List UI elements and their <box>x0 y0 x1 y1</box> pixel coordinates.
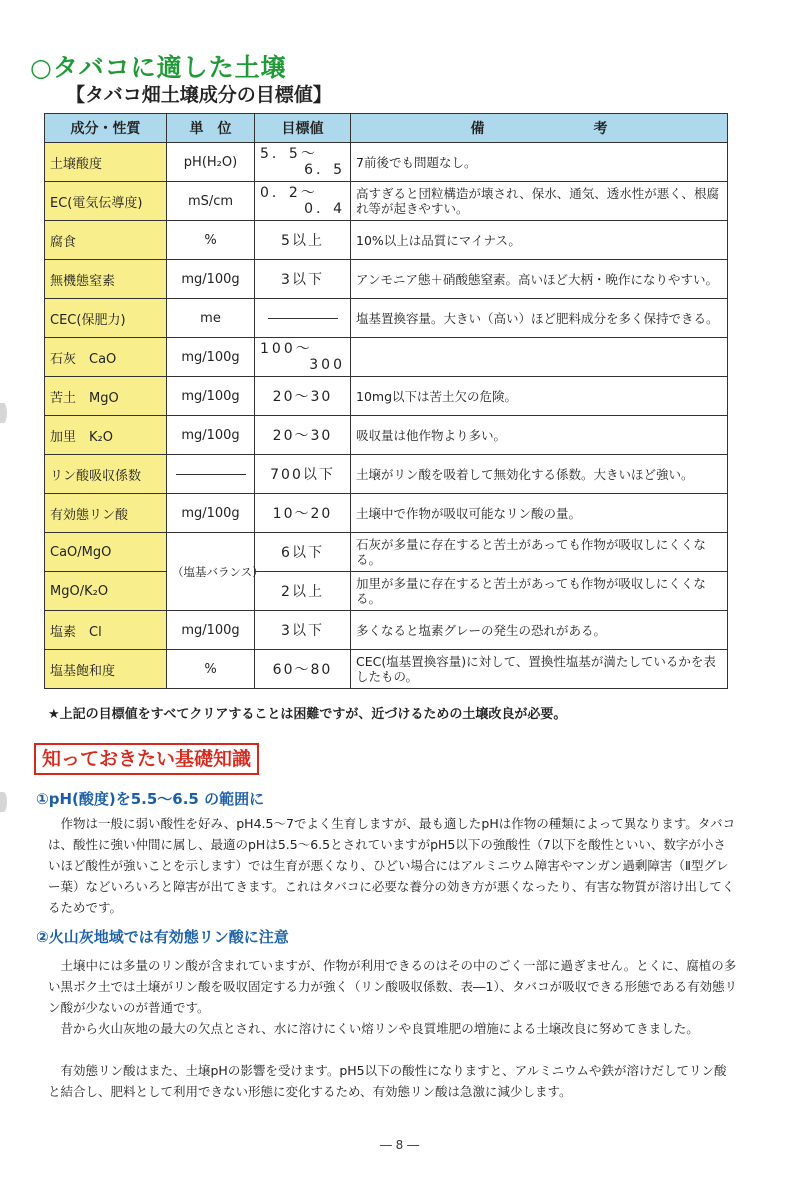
cell-item: リン酸吸収係数 <box>45 455 167 494</box>
cell-target-dash <box>255 299 351 338</box>
cell-note: 7前後でも問題なし。 <box>351 143 728 182</box>
cell-unit: mg/100g <box>167 416 255 455</box>
table-row <box>45 416 728 455</box>
header-item: 成分・性質 <box>45 114 167 143</box>
cell-unit: pH(H₂O) <box>167 143 255 182</box>
table-row <box>45 299 728 338</box>
cell-unit: mg/100g <box>167 494 255 533</box>
header-note-char-2: 考 <box>593 121 608 137</box>
cell-target <box>255 143 351 182</box>
header-note <box>351 114 728 143</box>
dash-line <box>176 474 246 475</box>
binding-hole-mark <box>0 403 7 423</box>
cell-item: 塩素 Cl <box>45 611 167 650</box>
table-row <box>45 143 728 182</box>
cell-item: EC(電気伝導度) <box>45 182 167 221</box>
cell-target-line1: 100～ <box>260 341 313 357</box>
cell-item: 無機態窒素 <box>45 260 167 299</box>
cell-item: 石灰 CaO <box>45 338 167 377</box>
cell-unit: mg/100g <box>167 338 255 377</box>
cell-note: 10%以上は品質にマイナス。 <box>351 221 728 260</box>
cell-target: 5以上 <box>255 221 351 260</box>
header-target: 目標値 <box>255 114 351 143</box>
cell-note: 塩基置換容量。大きい（高い）ほど肥料成分を多く保持できる。 <box>351 299 728 338</box>
table-row <box>45 650 728 689</box>
cell-target: 60～80 <box>255 650 351 689</box>
section1-paragraph: 作物は一般に弱い酸性を好み、pH4.5～7でよく生育しますが、最も適したpHは作物の種類によって異なります。タバコは、酸性に強い仲間に属し、最適のpHは5.5～6.5とされていますがpH5以下の強酸性（7以下を酸性といい、数字が小さいほど酸性が強いことを示します）では生育が悪くなり、ひどい場合にはアルミニウム障害やマンガン過剰障害（Ⅱ型グレー葉）などいろいろと障害が出てきます。これはタバコに必要な養分の効き方が悪くなったり、有害な物質が溶け出してくるためです。 <box>48 816 736 915</box>
cell-target: 2以上 <box>255 572 351 611</box>
cell-unit: mS/cm <box>167 182 255 221</box>
cell-note: 土壌がリン酸を吸着して無効化する係数。大きいほど強い。 <box>351 455 728 494</box>
header-note-char-1: 備 <box>470 121 485 137</box>
cell-target <box>255 338 351 377</box>
table-row <box>45 260 728 299</box>
table-row <box>45 611 728 650</box>
cell-target: 6以下 <box>255 533 351 572</box>
header-unit: 単 位 <box>167 114 255 143</box>
section2-paragraph-2: 昔から火山灰地の最大の欠点とされ、水に溶けにくい熔リンや良質堆肥の増施による土壌改良に努めてきました。 <box>60 1021 699 1036</box>
cell-target-line1: 5．5～ <box>260 146 318 162</box>
table-row <box>45 494 728 533</box>
cell-item: 苦土 MgO <box>45 377 167 416</box>
page-number: ― 8 ― <box>379 1138 420 1152</box>
section2-paragraph-3: 有効態リン酸はまた、土壌pHの影響を受けます。pH5以下の酸性になりますと、アルミニウムや鉄が溶けだしてリン酸と結合し、肥料として利用できない形態に変化するため、有効態リン酸は急激に減少します。 <box>48 1063 727 1099</box>
cell-target-line1: 0．2～ <box>260 185 318 201</box>
cell-item: 有効態リン酸 <box>45 494 167 533</box>
cell-target <box>255 182 351 221</box>
cell-unit: % <box>167 221 255 260</box>
table-header-row <box>45 114 728 143</box>
cell-item: 腐食 <box>45 221 167 260</box>
cell-target: 700以下 <box>255 455 351 494</box>
cell-target: 3以下 <box>255 260 351 299</box>
dash-line <box>268 318 338 319</box>
cell-item: 塩基飽和度 <box>45 650 167 689</box>
table-row <box>45 377 728 416</box>
cell-note: 加里が多量に存在すると苦土があっても作物が吸収しにくくなる。 <box>351 572 728 611</box>
cell-target: 20～30 <box>255 377 351 416</box>
cell-unit: mg/100g <box>167 260 255 299</box>
cell-unit: % <box>167 650 255 689</box>
cell-note: アンモニア態＋硝酸態窒素。高いほど大柄・晩作になりやすい。 <box>351 260 728 299</box>
cell-note <box>351 338 728 377</box>
cell-note: 10mg以下は苦土欠の危険。 <box>351 377 728 416</box>
cell-unit: mg/100g <box>167 611 255 650</box>
page-title: ○タバコに適した土壌 <box>30 53 287 82</box>
cell-item: 加里 K₂O <box>45 416 167 455</box>
section2-paragraph-1: 土壌中には多量のリン酸が含まれていますが、作物が利用できるのはその中のごく一部に過ぎません。とくに、腐植の多い黒ボク土では土壌がリン酸を吸収固定する力が強く（リン酸吸収係数、表―1）、タバコが吸収できる形態である有効態リン酸が少ないのが普通です。 <box>48 958 738 1015</box>
soil-target-table <box>44 113 728 689</box>
table-row <box>45 572 728 611</box>
binding-hole-mark <box>0 792 7 812</box>
cell-target-line2: 300 <box>309 357 345 373</box>
section2-heading: ②火山灰地域では有効態リン酸に注意 <box>36 928 289 946</box>
cell-target: 20～30 <box>255 416 351 455</box>
cell-unit-dash <box>167 455 255 494</box>
cell-target-line2: 0．4 <box>304 201 345 217</box>
cell-item: 土壌酸度 <box>45 143 167 182</box>
cell-unit: mg/100g <box>167 377 255 416</box>
cell-item: CaO/MgO <box>45 533 167 572</box>
table-footnote: ★上記の目標値をすべてクリアすることは困難ですが、近づけるための土壌改良が必要。 <box>48 707 567 722</box>
cell-target: 3以下 <box>255 611 351 650</box>
cell-item: CEC(保肥力) <box>45 299 167 338</box>
cell-unit-balance: （塩基バランス） <box>167 533 255 611</box>
table-row <box>45 182 728 221</box>
table-row <box>45 221 728 260</box>
cell-target: 10～20 <box>255 494 351 533</box>
cell-note: 吸収量は他作物より多い。 <box>351 416 728 455</box>
cell-note: CEC(塩基置換容量)に対して、置換性塩基が満たしているかを表したもの。 <box>351 650 728 689</box>
cell-note: 多くなると塩素グレーの発生の恐れがある。 <box>351 611 728 650</box>
cell-unit: me <box>167 299 255 338</box>
knowledge-section-title: 知っておきたい基礎知識 <box>34 743 259 775</box>
section1-heading: ①pH(酸度)を5.5～6.5 の範囲に <box>36 790 265 808</box>
cell-note: 土壌中で作物が吸収可能なリン酸の量。 <box>351 494 728 533</box>
cell-note: 石灰が多量に存在すると苦土があっても作物が吸収しにくくなる。 <box>351 533 728 572</box>
table-row <box>45 455 728 494</box>
cell-item: MgO/K₂O <box>45 572 167 611</box>
table-row <box>45 533 728 572</box>
table-title: 【タバコ畑土壌成分の目標値】 <box>66 84 332 106</box>
table-row <box>45 338 728 377</box>
cell-target-line2: 6．5 <box>304 162 345 178</box>
cell-note: 高すぎると団粒構造が壊され、保水、通気、透水性が悪く、根腐れ等が起きやすい。 <box>351 182 728 221</box>
